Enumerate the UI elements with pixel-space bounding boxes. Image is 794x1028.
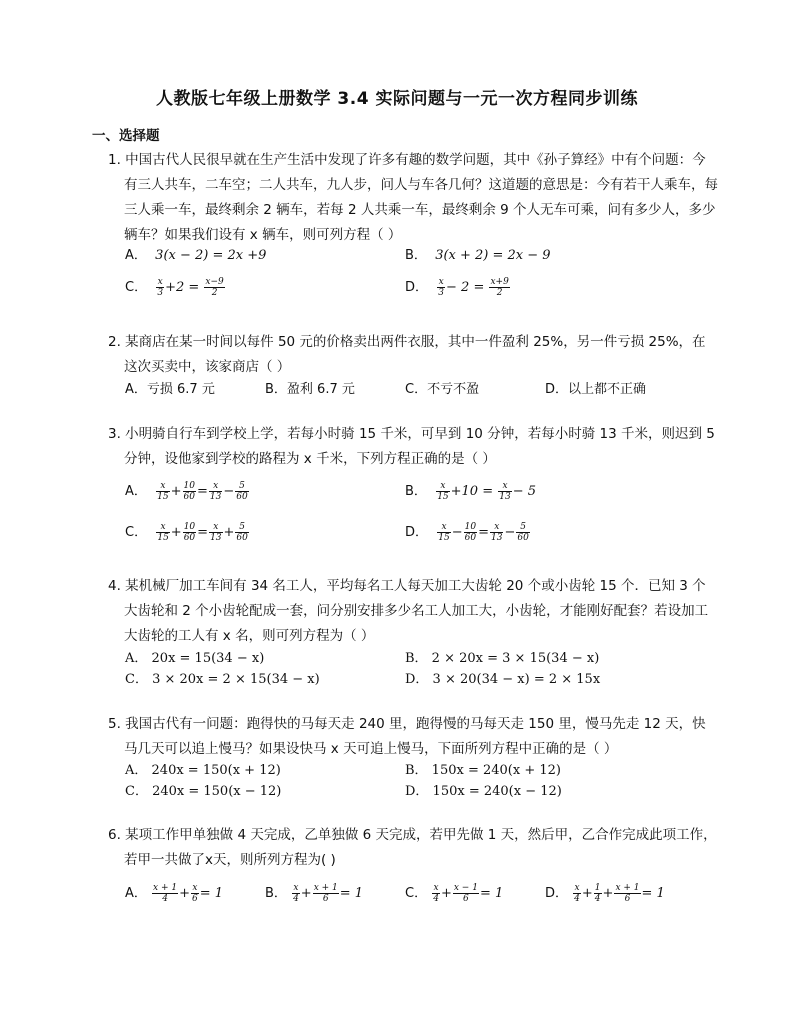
q4-option-c[interactable]: C． 3 × 20x = 2 × 15(34 − x): [125, 672, 320, 687]
q5-option-b[interactable]: B． 150x = 240(x + 12): [405, 763, 561, 778]
question-1-stem: 1. 中国古代人民很早就在生产生活中发现了许多有趣的数学问题，其中《孙子算经》中有个问题：今有三人共车，二车空；二人共车，九人步，问人与车各几何？这道题的意思是：今有若干人乘车，每三人乘一车，最终剩余 2 辆车，若每 2 人共乘一车，最终剩余 9 个人无车可乘，问有多少人，多少辆车？如果我们设有 x 辆车，则可列方程（ ）: [108, 152, 718, 243]
fraction: $\frac{x-9}{2}$: [205, 277, 224, 298]
question-5: [108, 712, 718, 762]
q2-option-a[interactable]: A．亏损 6.7 元: [125, 382, 215, 397]
fraction: $\frac{x+9}{2}$: [490, 277, 509, 298]
q2-option-d[interactable]: D．以上都不正确: [545, 382, 647, 397]
question-3-stem: 3. 小明骑自行车到学校上学，若每小时骑 15 千米，可早到 10 分钟，若每小时骑 13 千米，则迟到 5 分钟，设他家到学校的路程为 x 千米，下列方程正确的是（ ）: [108, 426, 715, 467]
q6-option-b[interactable]: B． $\frac{x}{4}$ + $\frac{x + 1}{6}$ = 1: [265, 883, 364, 904]
q6-option-a[interactable]: A． $\frac{x + 1}{4}$ + $\frac{x}{6}$ = 1: [125, 883, 224, 904]
q5-option-d[interactable]: D． 150x = 240(x − 12): [405, 784, 562, 799]
q6-option-c[interactable]: C． $\frac{x}{4}$ + $\frac{x - 1}{6}$ = 1: [405, 883, 504, 904]
page-title: 人教版七年级上册数学 3.4 实际问题与一元一次方程同步训练: [156, 89, 638, 109]
q2-option-b[interactable]: B．盈利 6.7 元: [265, 382, 355, 397]
q1-option-b[interactable]: B． 3(x + 2) = 2x − 9: [405, 248, 551, 263]
question-4-stem: 4. 某机械厂加工车间有 34 名工人，平均每名工人每天加工大齿轮 20 个或小齿轮 15 个．已知 3 个大齿轮和 2 个小齿轮配成一套，问分别安排多少名工人加工大，小齿轮，才能刚好配套？若设加工大齿轮的工人有 x 名，则可列方程为（ ）: [108, 578, 709, 644]
q6-option-d[interactable]: D． $\frac{x}{4}$ + $\frac{1}{4}$ + $\frac{x + 1}{6}$ = 1: [545, 883, 665, 904]
question-2: [108, 330, 718, 380]
question-5-stem: 5. 我国古代有一问题：跑得快的马每天走 240 里，跑得慢的马每天走 150 里，慢马先走 12 天，快马几天可以追上慢马？如果设快马 x 天可追上慢马，下面所列方程中正确的是（ ）: [108, 716, 706, 757]
question-1: [108, 148, 718, 248]
q1-option-d[interactable]: D． $\frac{x}{3}$ − 2 = $\frac{x+9}{2}$: [405, 277, 509, 298]
question-6-stem: 6. 某项工作甲单独做 4 天完成，乙单独做 6 天完成，若甲先做 1 天，然后甲，乙合作完成此项工作，若甲一共做了x天，则所列方程为( ): [108, 827, 717, 868]
q3-option-b[interactable]: B． $\frac{x}{15}$ +10 = $\frac{x}{13}$ − 5: [405, 481, 536, 502]
question-3: [108, 422, 718, 472]
q3-option-d[interactable]: D． $\frac{x}{15}$ − $\frac{10}{60}$ = $\frac{x}{13}$ − $\frac{5}{60}$: [405, 522, 529, 543]
question-4: [108, 574, 718, 649]
q3-option-a[interactable]: A． $\frac{x}{15}$ + $\frac{10}{60}$ = $\frac{x}{13}$ − $\frac{5}{60}$: [125, 481, 248, 502]
question-2-stem: 2. 某商店在某一时间以每件 50 元的价格卖出两件衣服，其中一件盈利 25%，另一件亏损 25%，在这次买卖中，该家商店（ ）: [108, 334, 706, 375]
fraction: $\frac{x}{3}$: [157, 277, 164, 298]
fraction: $\frac{x}{3}$: [438, 277, 445, 298]
question-6: [108, 823, 718, 873]
q4-option-d[interactable]: D． 3 × 20(34 − x) = 2 × 15x: [405, 672, 601, 687]
q1-option-a[interactable]: A． 3(x − 2) = 2x +9: [125, 248, 267, 263]
q5-option-c[interactable]: C． 240x = 150(x − 12): [125, 784, 282, 799]
q2-option-c[interactable]: C．不亏不盈: [405, 382, 480, 397]
q4-option-a[interactable]: A． 20x = 15(34 − x): [125, 651, 265, 666]
q3-option-c[interactable]: C． $\frac{x}{15}$ + $\frac{10}{60}$ = $\frac{x}{13}$ + $\frac{5}{60}$: [125, 522, 248, 543]
q4-option-b[interactable]: B． 2 × 20x = 3 × 15(34 − x): [405, 651, 600, 666]
q5-option-a[interactable]: A． 240x = 150(x + 12): [125, 763, 281, 778]
q1-option-c[interactable]: C． $\frac{x}{3}$ +2 = $\frac{x-9}{2}$: [125, 277, 224, 298]
section-heading: 一、选择题: [92, 128, 160, 144]
